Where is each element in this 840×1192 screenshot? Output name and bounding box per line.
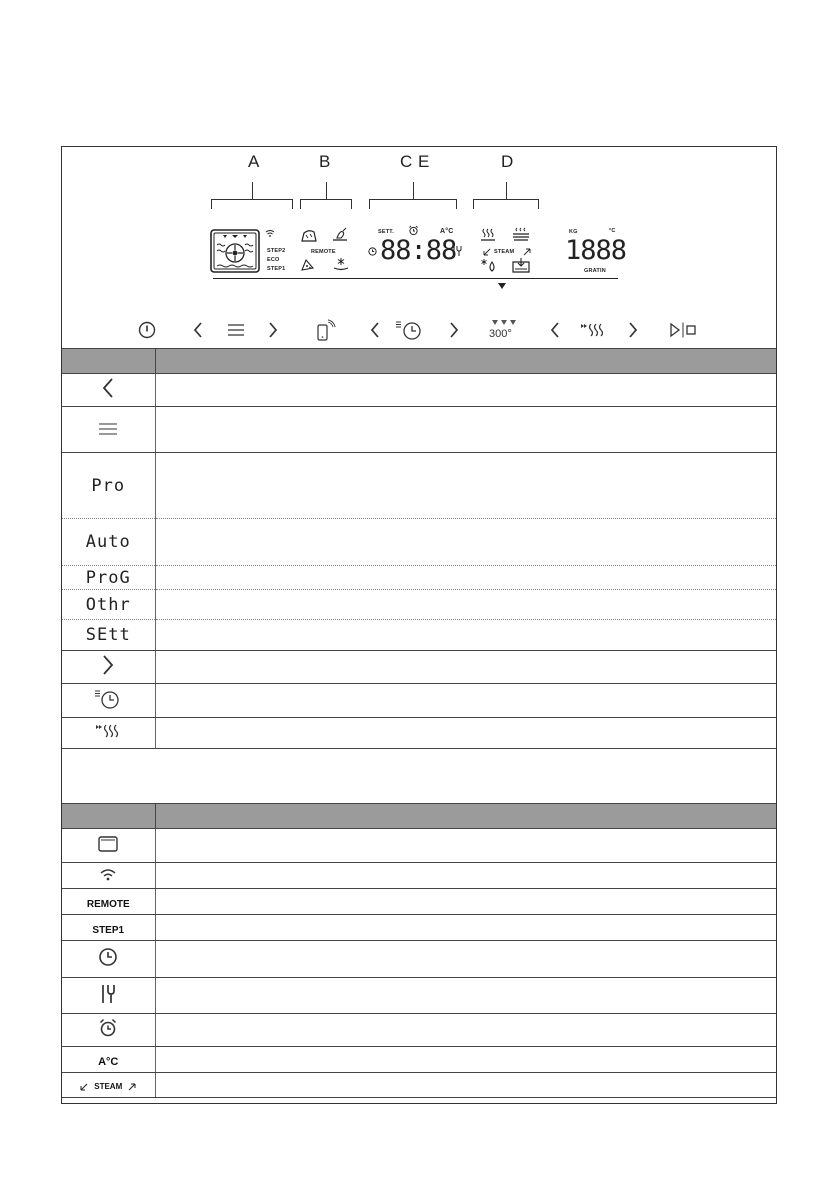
steam-label: STEAM	[94, 1082, 123, 1091]
timer-menu-icon	[395, 320, 425, 340]
lcd-pro: Pro	[91, 475, 126, 496]
display-steam: STEAM	[494, 249, 515, 255]
lcd-sett: SEtt	[85, 625, 131, 645]
table-row	[62, 684, 776, 718]
table-row	[62, 829, 776, 863]
display-celsius: °C	[609, 228, 616, 234]
meat-icon	[331, 227, 349, 243]
bracket-d	[473, 199, 539, 209]
steam-tray-icon	[511, 227, 531, 243]
lcd-prog: ProG	[85, 567, 131, 588]
table-row	[62, 1047, 776, 1073]
display-gratin: GRATIN	[584, 268, 606, 274]
defrost-dish-icon	[332, 257, 350, 271]
bracket-ce	[369, 199, 457, 209]
cutlery-icon	[100, 984, 116, 1004]
table-row	[62, 566, 776, 590]
section-letter-c: C	[400, 152, 413, 171]
steam-arrow-right-icon	[128, 1083, 136, 1091]
chevron-right-icon	[628, 322, 638, 338]
remote-phone-icon	[316, 319, 336, 341]
temperature-label[interactable]: 300°	[489, 328, 512, 340]
display-temp-unit: A°C	[440, 228, 454, 235]
timer-menu-icon	[94, 689, 122, 709]
bread-icon	[300, 229, 318, 243]
display-eco: ECO	[267, 257, 280, 263]
table-row	[62, 374, 776, 407]
clock-icon	[98, 947, 118, 967]
fast-heat-button[interactable]	[579, 319, 607, 341]
display-remote: REMOTE	[311, 249, 336, 255]
remote-label: REMOTE	[86, 899, 130, 910]
table-row	[62, 941, 776, 978]
table-row	[62, 620, 776, 651]
steam-arrow-left-icon	[483, 248, 491, 256]
cutlery-small-icon	[452, 245, 462, 257]
chevron-left-icon	[370, 322, 380, 338]
section-letter-e: E	[418, 152, 430, 171]
lcd-auto: Auto	[85, 532, 131, 552]
remote-button[interactable]	[315, 319, 337, 341]
oven-cavity-icon	[210, 229, 260, 273]
figure-frame	[61, 146, 777, 1104]
clock-small-icon	[368, 247, 377, 256]
table-row	[62, 863, 776, 889]
chevron-left-icon	[193, 322, 203, 338]
chevron-right-icon	[449, 322, 459, 338]
display-panel	[62, 147, 776, 348]
display-step1: STEP1	[267, 266, 286, 272]
fast-heat-icon	[580, 322, 606, 338]
program-next-button[interactable]	[265, 319, 281, 341]
steam-arrow-left-icon	[80, 1083, 88, 1091]
power-icon	[138, 321, 156, 339]
temp-prev-button[interactable]	[547, 319, 563, 341]
table-row	[62, 453, 776, 519]
chevron-left-icon	[102, 378, 114, 398]
wifi-icon	[100, 868, 116, 881]
display-sett: SETT.	[378, 229, 394, 235]
menu-icon	[228, 324, 244, 336]
defrost-drop-icon	[480, 258, 498, 274]
table-header	[62, 349, 776, 374]
display-step2: STEP2	[267, 248, 286, 254]
temp-next-button[interactable]	[625, 319, 641, 341]
chevron-left-icon	[550, 322, 560, 338]
section-letter-d: D	[501, 152, 514, 171]
table-row	[62, 1073, 776, 1098]
indicators-table	[62, 803, 776, 1098]
table-row	[62, 915, 776, 941]
time-next-button[interactable]	[446, 319, 462, 341]
timer-menu-button[interactable]	[394, 319, 426, 341]
temp-digits: 1888	[565, 235, 627, 266]
section-letter-a: A	[248, 152, 260, 171]
bracket-b	[300, 199, 352, 209]
chevron-right-icon	[268, 322, 278, 338]
steam-arrow-right-icon	[523, 248, 531, 256]
table-row	[62, 1014, 776, 1047]
start-stop-icon	[669, 322, 697, 338]
table-header	[62, 804, 776, 829]
controls-table	[62, 348, 776, 749]
display-kg: KG	[569, 229, 578, 235]
menu-button[interactable]	[226, 319, 246, 341]
pizza-icon	[300, 258, 316, 272]
section-letter-b: B	[319, 152, 331, 171]
bracket-a	[211, 199, 293, 209]
temp-unit-label: A°C	[98, 1056, 119, 1068]
fast-heat-icon	[95, 723, 121, 739]
table-row	[62, 590, 776, 620]
power-button[interactable]	[136, 319, 158, 341]
menu-icon	[99, 423, 117, 435]
display-baseline	[213, 278, 618, 279]
program-prev-button[interactable]	[190, 319, 206, 341]
oven-cavity-icon	[98, 836, 118, 852]
table-row	[62, 407, 776, 453]
steam-dish-icon	[479, 227, 497, 243]
alarm-clock-icon	[98, 1018, 118, 1038]
wifi-small-icon	[265, 229, 275, 237]
table-row	[62, 651, 776, 684]
clock-digits: 88:88	[380, 235, 457, 266]
table-row	[62, 978, 776, 1014]
lcd-othr: Othr	[85, 594, 131, 615]
pointer-triangle-icon	[498, 283, 506, 289]
water-tank-icon	[511, 256, 531, 274]
start-stop-button[interactable]	[668, 319, 698, 341]
table-row	[62, 519, 776, 566]
table-row	[62, 718, 776, 749]
time-prev-button[interactable]	[367, 319, 383, 341]
step1-label: STEP1	[92, 925, 125, 936]
table-row	[62, 889, 776, 915]
chevron-right-icon	[102, 655, 114, 675]
